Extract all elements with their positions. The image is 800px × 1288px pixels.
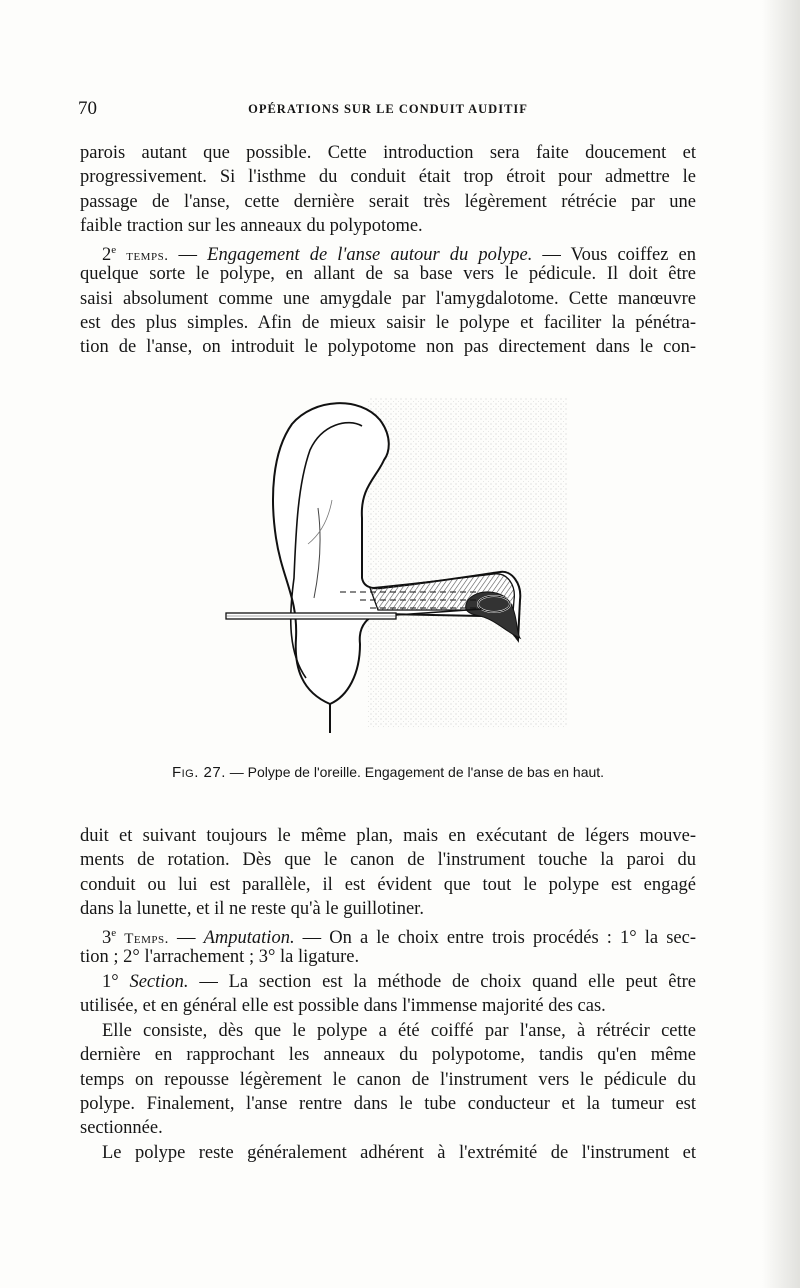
page-header bbox=[78, 98, 698, 124]
text-line: parois autant que possible. Cette introduction sera faite doucement et bbox=[80, 143, 696, 163]
figure-caption-text: — Polype de l'oreille. Engagement de l'anse de bas en haut. bbox=[225, 764, 605, 780]
figure-label: Fig. 27. bbox=[171, 764, 226, 781]
text-line: tion de l'anse, on introduit le polypotome non pas directement dans le con- bbox=[80, 337, 696, 358]
text-line: Elle consiste, dès que le polype a été coiffé par l'anse, à rétrécir cette bbox=[102, 1021, 696, 1041]
paragraph-5 bbox=[80, 970, 696, 1019]
step-label: Temps. bbox=[124, 931, 169, 948]
step-number: 2 bbox=[102, 245, 112, 266]
text-line: dans la lunette, et il ne reste qu'à le guillotiner. bbox=[80, 898, 424, 919]
step-superscript: e bbox=[111, 927, 117, 939]
page-number: 70 bbox=[78, 98, 97, 119]
text-line: passage de l'anse, cette dernière serait très légèrement rétrécie par une bbox=[80, 191, 696, 212]
ear-polyp-illustration bbox=[210, 388, 570, 738]
text-line: duit et suivant toujours le même plan, mais en exécutant de légers mouve- bbox=[80, 826, 696, 846]
step-title: Engagement de l'anse autour du polype. bbox=[207, 245, 533, 266]
paragraph-3 bbox=[80, 824, 696, 921]
dash: — bbox=[168, 245, 208, 266]
section-number: 1° bbox=[102, 972, 119, 992]
step-number: 3 bbox=[102, 928, 112, 949]
paragraph-2 bbox=[80, 238, 696, 359]
step-text: — On a le choix entre trois procédés : 1° la sec- bbox=[294, 928, 697, 949]
step-text: — Vous coiffez en bbox=[532, 245, 697, 266]
text-line: Le polype reste généralement adhérent à l'extrémité de l'instrument et bbox=[102, 1143, 696, 1163]
text-line bbox=[80, 970, 696, 994]
text-line bbox=[80, 238, 697, 266]
paragraph-4 bbox=[80, 921, 696, 970]
paragraph-6 bbox=[80, 1019, 696, 1140]
text-line bbox=[80, 921, 697, 949]
step-superscript: e bbox=[111, 244, 117, 256]
paragraph-1 bbox=[80, 141, 696, 238]
step-title: Amputation. bbox=[203, 928, 295, 949]
text-line: conduit ou lui est parallèle, il est évident que tout le polype est engagé bbox=[80, 874, 696, 895]
text-line: polype. Finalement, l'anse rentre dans le tube conducteur et la tumeur est bbox=[80, 1093, 696, 1114]
figure-caption bbox=[80, 764, 696, 781]
text-line: tion ; 2° l'arrachement ; 3° la ligature. bbox=[80, 947, 360, 968]
step-label: temps. bbox=[126, 248, 169, 265]
section-text: — La section est la méthode de choix quand elle peut être bbox=[188, 972, 697, 992]
text-line: faible traction sur les anneaux du polypotome. bbox=[80, 215, 423, 236]
dash: — bbox=[168, 928, 204, 949]
text-line: dernière en rapprochant les anneaux du polypotome, tandis qu'en même bbox=[80, 1045, 696, 1066]
running-head: OPÉRATIONS SUR LE CONDUIT AUDITIF bbox=[248, 102, 528, 116]
text-line: quelque sorte le polype, en allant de sa base vers le pédicule. Il doit être bbox=[80, 264, 696, 285]
text-line: saisi absolument comme une amygdale par l'amygdalotome. Cette manœuvre bbox=[80, 288, 696, 309]
text-line: est des plus simples. Afin de mieux saisir le polype et faciliter la pénétra- bbox=[80, 312, 696, 333]
section-title: Section. bbox=[129, 972, 189, 992]
text-line: sectionnée. bbox=[80, 1118, 163, 1139]
paragraph-7 bbox=[80, 1141, 696, 1165]
text-line: temps on repousse légèrement le canon de l'instrument vers le pédicule du bbox=[80, 1069, 696, 1090]
text-line: ments de rotation. Dès que le canon de l'instrument touche la paroi du bbox=[80, 850, 696, 871]
text-line: utilisée, et en général elle est possible dans l'immense majorité des cas. bbox=[80, 996, 606, 1017]
text-line: progressivement. Si l'isthme du conduit était trop étroit pour admettre le bbox=[80, 167, 696, 188]
page-edge-shadow bbox=[762, 0, 800, 1288]
